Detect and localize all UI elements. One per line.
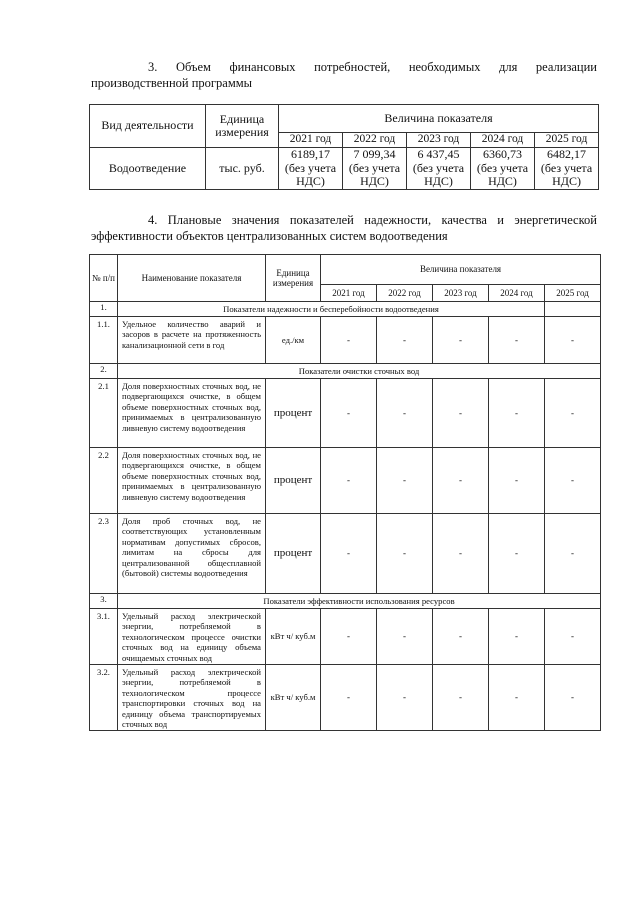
year-header: 2024 год [489,285,545,302]
row-value: - [377,514,433,594]
header-activity: Вид деятельности [90,105,206,148]
activity-cell: Водоотведение [90,148,206,190]
row-value: - [433,609,489,665]
row-unit: кВт ч/ куб.м [266,609,321,665]
year-header: 2022 год [377,285,433,302]
year-header: 2024 год [471,133,535,148]
value-note: (без учета НДС) [476,160,529,189]
value-amount: 6189,17 [291,147,330,162]
row-name: Доля поверхностных сточных вод, не подвергающихся очистке, в общем объеме поверхностных сточных вод, принимаемых в централизованную ливневую систему водоотведения [118,448,266,514]
row-num: 2.2 [90,448,118,514]
header-value: Величина показателя [321,255,601,285]
row-name: Доля проб сточных вод, не соответствующих установленным нормативам допустимых сбросов, лимитам на сбросы для централизованной общесплавной (бытовой) системы водоотведения [118,514,266,594]
row-num: 2.3 [90,514,118,594]
indicators-table [89,254,601,731]
header-unit: Единица измерения [206,105,279,148]
section-3-title: Объем финансовых потребностей, необходимых для реализации производственной программы [91,60,597,90]
section-3-number: 3. [148,60,158,74]
group-num: 3. [90,594,118,609]
header-unit: Единица измерения [266,255,321,302]
row-name: Удельное количество аварий и засоров в расчете на протяженность канализационной сети в год [118,317,266,364]
row-value: - [321,317,377,364]
value-amount: 7 099,34 [353,147,396,162]
header-value: Величина показателя [279,105,599,133]
row-unit: кВт ч/ куб.м [266,665,321,731]
row-name: Удельный расход электрической энергии, потребляемой в технологическом процессе очистки сточных вод на единицу объема очищаемых сточных вод [118,609,266,665]
value-note: (без учета НДС) [284,160,337,189]
group-title: Показатели эффективности использования ресурсов [118,594,601,609]
row-value: - [545,448,601,514]
value-amount: 6360,73 [483,147,522,162]
empty-cell [545,302,601,317]
year-header: 2025 год [545,285,601,302]
row-value: - [433,665,489,731]
group-num: 2. [90,364,118,379]
row-value: - [321,379,377,448]
row-value: - [545,317,601,364]
row-value: - [321,609,377,665]
row-num: 1.1. [90,317,118,364]
row-value: - [489,317,545,364]
year-header: 2021 год [279,133,343,148]
row-num: 2.1 [90,379,118,448]
row-value: - [433,514,489,594]
value-cell [535,148,599,190]
row-unit: ед./км [266,317,321,364]
row-value: - [377,665,433,731]
row-value: - [377,448,433,514]
row-unit: процент [266,379,321,448]
value-cell [471,148,535,190]
value-amount: 6482,17 [547,147,587,162]
row-value: - [489,609,545,665]
value-note: (без учета НДС) [348,160,401,189]
value-cell [279,148,343,190]
row-value: - [489,665,545,731]
group-title: Показатели очистки сточных вод [118,364,601,379]
row-unit: процент [266,448,321,514]
row-num: 3.1. [90,609,118,665]
row-value: - [489,514,545,594]
row-name: Доля поверхностных сточных вод, не подвергающихся очистке, в общем объеме поверхностных сточных вод, принимаемых в централизованную ливневую систему водоотведения [118,379,266,448]
group-num: 1. [90,302,118,317]
row-value: - [377,379,433,448]
group-title: Показатели надежности и бесперебойности водоотведения [118,302,545,317]
header-name: Наименование показателя [118,255,266,302]
row-value: - [321,514,377,594]
year-header: 2023 год [407,133,471,148]
row-value: - [545,379,601,448]
row-name: Удельный расход электрической энергии, потребляемой в технологическом процессе транспортировки сточных вод на единицу объема транспортируемых сточных вод [118,665,266,731]
unit-cell: тыс. руб. [206,148,279,190]
row-value: - [433,448,489,514]
year-header: 2023 год [433,285,489,302]
value-cell [407,148,471,190]
row-value: - [545,665,601,731]
year-header: 2022 год [343,133,407,148]
row-value: - [321,665,377,731]
row-unit: процент [266,514,321,594]
row-value: - [433,379,489,448]
year-header: 2025 год [535,133,599,148]
row-value: - [321,448,377,514]
row-value: - [489,379,545,448]
financial-needs-table [89,104,599,190]
row-value: - [489,448,545,514]
row-value: - [545,609,601,665]
section-3-heading [91,59,597,91]
year-header: 2021 год [321,285,377,302]
section-4-title: Плановые значения показателей надежности, качества и энергетической эффективности объектов централизованных систем водоотведения [91,213,597,243]
value-amount: 6 437,45 [417,147,460,162]
header-num: № п/п [90,255,118,302]
value-cell [343,148,407,190]
section-4-number: 4. [148,213,158,227]
row-value: - [433,317,489,364]
value-note: (без учета НДС) [540,160,593,189]
row-value: - [377,609,433,665]
row-value: - [545,514,601,594]
section-4-heading [91,212,597,244]
row-value: - [377,317,433,364]
value-note: (без учета НДС) [412,160,465,189]
row-num: 3.2. [90,665,118,731]
